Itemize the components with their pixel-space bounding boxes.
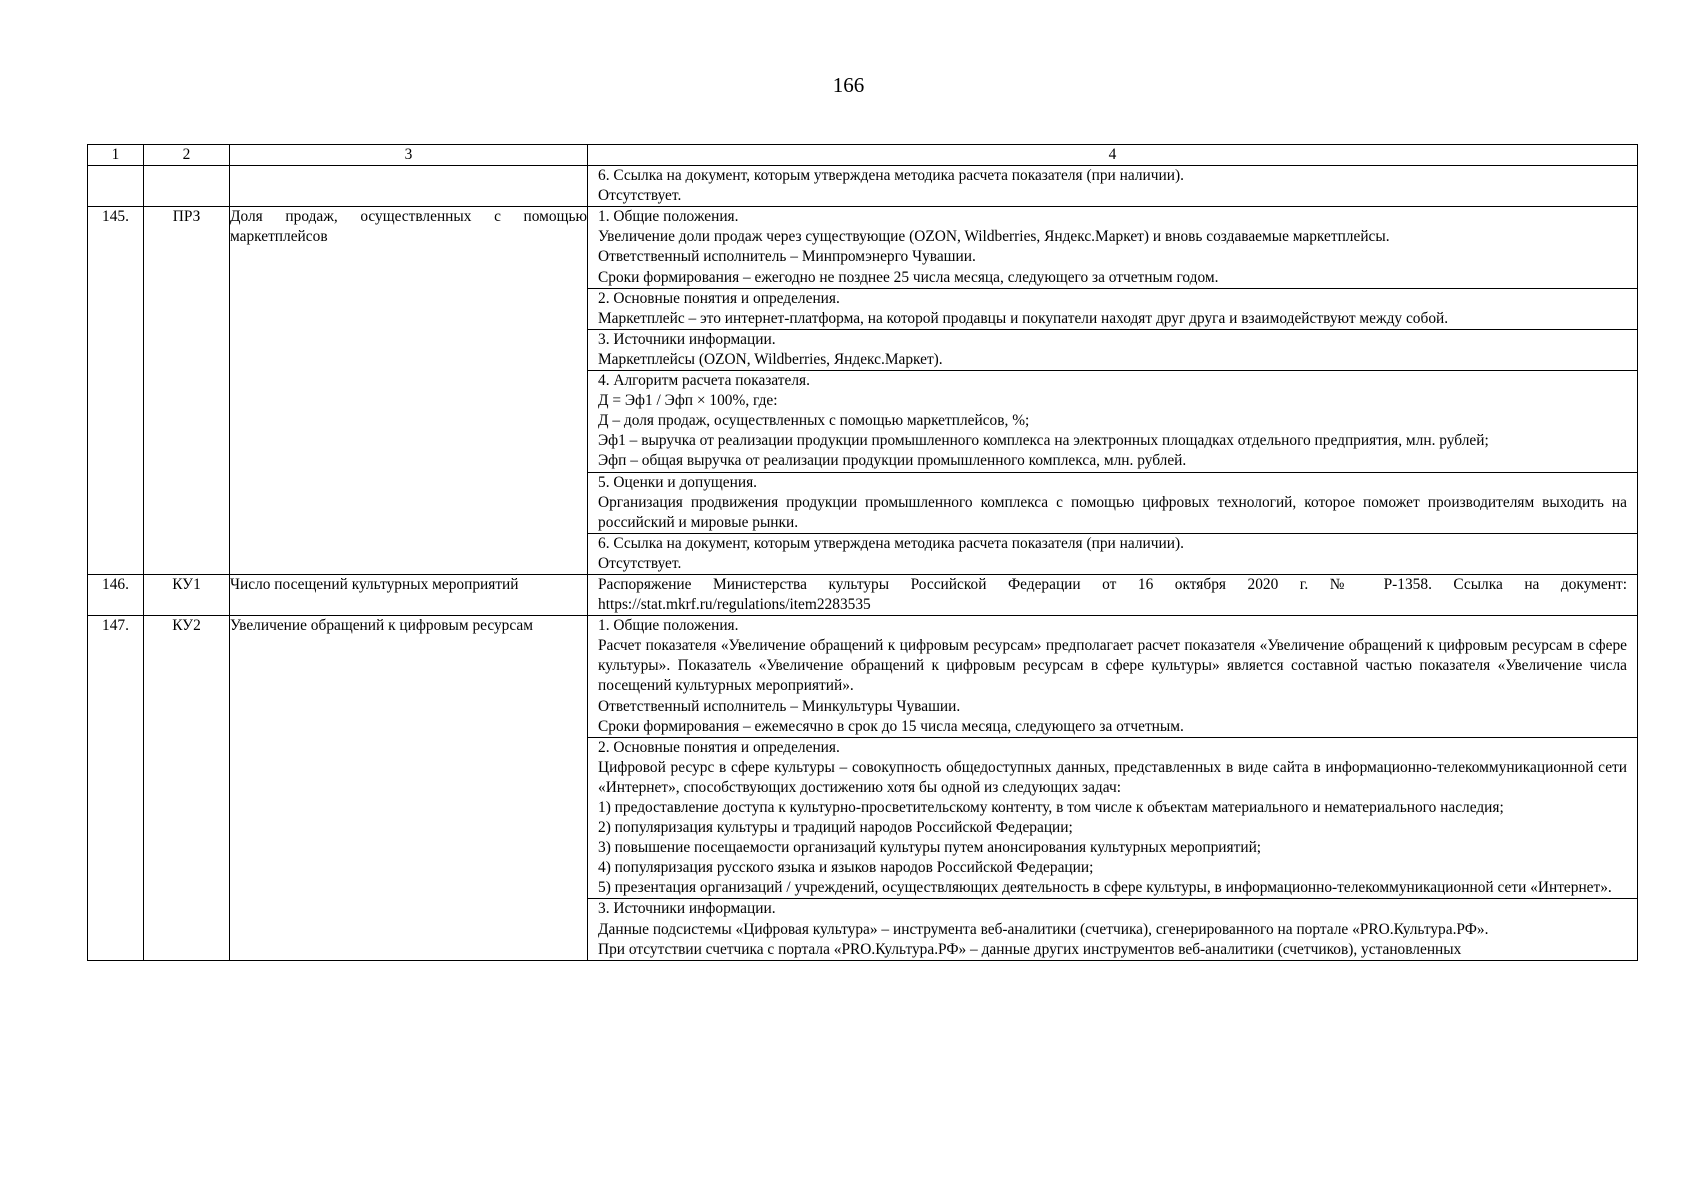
- methodology-line: Ответственный исполнитель – Минкультуры Чувашии.: [598, 697, 961, 715]
- table-header-row: [88, 145, 1638, 166]
- row-number: [88, 166, 144, 207]
- methodology-line: 3) повышение посещаемости организаций культуры путем анонсирования культурных мероприятий;: [598, 839, 1262, 857]
- methodology-line: 1) предоставление доступа к культурно-просветительскому контенту, в том числе к объектам материального и нематериального наследия;: [598, 799, 1504, 816]
- methodology-cell: [588, 616, 1638, 961]
- methodology-line: Отсутствует.: [598, 554, 682, 572]
- indicator-name: [230, 166, 588, 207]
- header-cell-3: 3: [230, 145, 588, 166]
- page-number: 166: [832, 73, 865, 97]
- methodology-section: [588, 898, 1637, 959]
- methodology-line: 1. Общие положения.: [598, 208, 739, 226]
- row-number: 145.: [88, 207, 144, 575]
- methodology-line: Данные подсистемы «Цифровая культура» – инструмента веб-аналитики (счетчика), сгенерированного на портале «PRO.Культура.РФ».: [598, 920, 1489, 938]
- methodology-line: 2) популяризация культуры и традиций народов Российской Федерации;: [598, 819, 1073, 837]
- methodology-line: 4. Алгоритм расчета показателя.: [598, 372, 810, 390]
- methodology-line: Эфп – общая выручка от реализации продукции промышленного комплекса, млн. рублей.: [598, 452, 1187, 470]
- methodology-section: [588, 472, 1637, 533]
- methodology-line: Эф1 – выручка от реализации продукции промышленного комплекса на электронных площадках отдельного предприятия, млн. рублей;: [598, 432, 1489, 450]
- methodology-cell: [588, 574, 1638, 615]
- table-row: [88, 574, 1638, 615]
- methodology-line: Д – доля продаж, осуществленных с помощью маркетплейсов, %;: [598, 412, 1030, 430]
- methodology-line: Организация продвижения продукции промышленного комплекса с помощью цифровых технологий, которое поможет производителям выходить на российский и мировые рынки.: [598, 493, 1627, 531]
- methodology-line: 2. Основные понятия и определения.: [598, 289, 840, 307]
- row-number: 146.: [88, 574, 144, 615]
- methodology-cell: [588, 166, 1638, 207]
- methodology-line: Расчет показателя «Увеличение обращений к цифровым ресурсам» предполагает расчет показателя «Увеличение обращений к цифровым ресурсам в сфере культуры». Показатель «Увеличение обращений к цифровым ресурсам в сфере культуры» является составной частью показателя «Увеличение числа посещений культурных мероприятий».: [598, 637, 1627, 695]
- methodology-line: 5) презентация организаций / учреждений, осуществляющих деятельность в сфере культуры, в информационно-телекоммуникационной сети «Интернет».: [598, 879, 1612, 897]
- methodology-line: Цифровой ресурс в сфере культуры – совокупность общедоступных данных, представленных в виде сайта в информационно-телекоммуникационной сети «Интернет», способствующих достижению хотя бы одной из следующих задач:: [598, 758, 1627, 796]
- methodology-section: [588, 329, 1637, 370]
- methodology-line: Маркетплейсы (OZON, Wildberries, Яндекс.Маркет).: [598, 350, 943, 368]
- indicator-code: ПРЗ: [144, 207, 230, 575]
- methodology-line: Отсутствует.: [598, 187, 682, 205]
- methodology-line: Увеличение доли продаж через существующие (OZON, Wildberries, Яндекс.Маркет) и вновь создаваемые маркетплейсы.: [598, 228, 1390, 246]
- methodology-section: [588, 288, 1637, 329]
- methodology-section: [588, 533, 1637, 574]
- table-row: [88, 616, 1638, 961]
- methodology-line: 6. Ссылка на документ, которым утверждена методика расчета показателя (при наличии).: [598, 534, 1184, 552]
- indicator-code: [144, 166, 230, 207]
- methodology-section: [588, 370, 1637, 471]
- methodology-line: Распоряжение Министерства культуры Российской Федерации от 16 октября 2020 г. № Р-1358. Ссылка на документ: https://stat.mkrf.ru/regulations/item2283535: [598, 575, 1627, 614]
- methodology-section: [588, 616, 1637, 737]
- methodology-cell: [588, 207, 1638, 575]
- row-number: 147.: [88, 616, 144, 961]
- methodology-section: [588, 737, 1637, 899]
- indicators-table: [87, 144, 1638, 961]
- methodology-line: 1. Общие положения.: [598, 617, 739, 635]
- indicator-code: КУ1: [144, 574, 230, 615]
- methodology-line: Ответственный исполнитель – Минпромэнерго Чувашии.: [598, 248, 976, 266]
- methodology-line: Маркетплейс – это интернет-платформа, на которой продавцы и покупатели находят друг друга и взаимодействуют между собой.: [598, 309, 1449, 327]
- methodology-line: Сроки формирования – ежемесячно в срок до 15 числа месяца, следующего за отчетным.: [598, 717, 1184, 735]
- methodology-line: 5. Оценки и допущения.: [598, 473, 757, 491]
- methodology-line: Д = Эф1 / Эфп × 100%, где:: [598, 392, 778, 410]
- methodology-line: 3. Источники информации.: [598, 330, 776, 348]
- methodology-section: [588, 575, 1637, 615]
- table-row: [88, 207, 1638, 575]
- table-row: [88, 166, 1638, 207]
- indicator-name: Число посещений культурных мероприятий: [230, 574, 588, 615]
- indicator-code: КУ2: [144, 616, 230, 961]
- methodology-line: При отсутствии счетчика с портала «PRO.Культура.РФ» – данные других инструментов веб-аналитики (счетчиков), установленных: [598, 940, 1462, 958]
- methodology-line: 4) популяризация русского языка и языков народов Российской Федерации;: [598, 859, 1094, 877]
- methodology-line: 2. Основные понятия и определения.: [598, 738, 840, 756]
- indicator-name: Доля продаж, осуществленных с помощью маркетплейсов: [230, 207, 588, 575]
- header-cell-2: 2: [144, 145, 230, 166]
- header-cell-1: 1: [88, 145, 144, 166]
- methodology-line: 6. Ссылка на документ, которым утверждена методика расчета показателя (при наличии).: [598, 167, 1184, 185]
- header-cell-4: 4: [588, 145, 1638, 166]
- methodology-line: Сроки формирования – ежегодно не позднее 25 числа месяца, следующего за отчетным годом.: [598, 268, 1219, 286]
- methodology-line: 3. Источники информации.: [598, 900, 776, 918]
- methodology-section: [588, 166, 1637, 206]
- methodology-section: [588, 207, 1637, 287]
- indicator-name: Увеличение обращений к цифровым ресурсам: [230, 616, 588, 961]
